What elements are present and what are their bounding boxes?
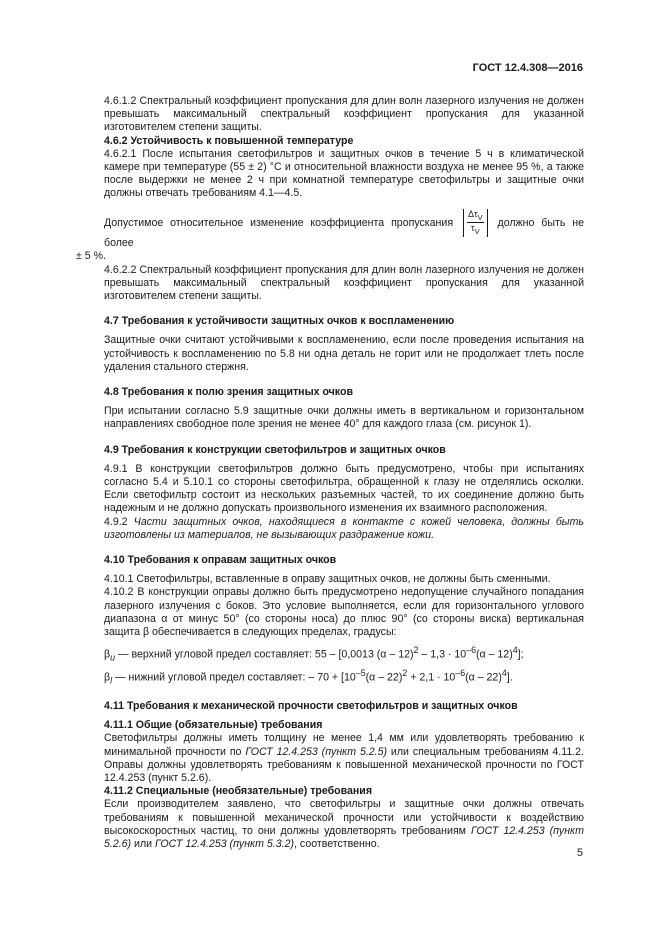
heading-4-8: 4.8 Требования к полю зрения защитных очков [104,386,353,399]
paragraph-text: 4.6.2.2 Спектральный коэффициент пропускания для длин волн лазерного излучения не должен превышать максимальный спектральный коэффициент пропускания для указанной изготовителем степени защиты. [104,263,584,303]
page-content [76,95,584,851]
upper-limit-formula [76,644,584,665]
heading-4-7: 4.7 Требования к устойчивости защитных очков к воспламенению [104,315,455,328]
beta-subscript: u [110,652,116,663]
paragraph-text: 4.10.2 В конструкции оправы должно быть предусмотрено недопущение случайного попадания лазерного излучения с боков. Это условие выполняется, если для горизонтального углового диапазона α от минус 50° (со стороны носа) до плюс 90° (со стороны виска) вертикальная защита β обеспечивается в следующих пределах, градусы: [104,586,584,639]
tolerance-paragraph [76,209,584,251]
paragraph-text: Защитные очки считают устойчивыми к воспламенению, если после проведения испытания на устойчивость к воспламенению по 5.8 ни одна деталь не горит или не продолжает тлеть после удаления стального стержня. [104,334,584,373]
formula-exponent: 4 [501,668,507,679]
paragraph-4-7 [76,334,584,374]
formula-text: + 2,1 · 10 [407,671,456,684]
paragraph-4-11-1 [76,732,584,785]
ratio-denominator: τ [471,223,475,234]
formula-text: ]; [517,648,524,661]
paragraph-4-8 [76,405,584,431]
tolerance-value: ± 5 %. [76,250,106,263]
ratio-numerator: Δτ [468,208,478,219]
paragraph-4-11-2 [76,798,584,851]
formula-text: ]. [506,671,513,684]
denominator-subscript: V [474,227,480,237]
paragraph-text: или [131,838,155,851]
standard-reference: ГОСТ 12.4.253 (пункт 5.3.2) [155,838,295,851]
paragraph-4-6-1-2 [76,95,584,135]
lower-limit-formula [76,667,584,688]
formula-exponent: –5 [355,668,366,679]
formula-text: (α – 12) [475,648,513,661]
formula-text: — верхний угловой предел составляет: 55 – [0,0013 (α – 12) [117,648,414,661]
paragraph-text: Светофильтры должны иметь толщину не менее 1,4 мм или удовлетворять требованию к минимальной прочности по [104,732,584,758]
heading-4-10: 4.10 Требования к оправам защитных очков [104,554,337,567]
paragraph-text: или специальным требованиям 4.11.2. Оправы должны удовлетворять требованиям к повышенной механической прочности по ГОСТ 12.4.253 (пункт 5.2.6). [104,745,584,784]
paragraph-text-italic: Части защитных очков, находящиеся в контакте с кожей человека, должны быть изготовлены из материалов, не вызывающих раздражение кожи. [104,515,584,541]
heading-4-11: 4.11 Требования к механической прочности светофильтров и защитных очков [104,699,518,712]
paragraph-4-10-1 [76,573,584,586]
paragraph-4-6-2-2 [76,264,584,304]
formula-text: (α – 22) [465,671,502,684]
paragraph-text: 4.9.1 В конструкции светофильтров должно быть предусмотрено, чтобы при испытаниях согласно 5.4 и 5.10.1 со стороны светофильтра, обращенной к глазу не отделялись осколки. Если светофильтр состоит из нескольких разъемных частей, то их соединение должно быть надежным и не должно допускать произвольного изменения их взаимного расположения. [104,462,584,515]
paragraph-4-6-2-1 [76,148,584,201]
clause-number: 4.9.2 [104,515,128,528]
standard-reference: ГОСТ 12.4.253 (пункт 5.2.6) [104,824,584,851]
paragraph-text: При испытании согласно 5.9 защитные очки должны иметь в вертикальном и горизонтальном направлениях свободное поле зрения не менее 40° для каждого глаза (см. рисунок 1). [104,405,584,431]
formula-text: — нижний угловой предел составляет: – 70 + [10 [115,671,356,684]
paragraph-text: 4.6.1.2 Спектральный коэффициент пропускания для длин волн лазерного излучения не должен превышать максимальный спектральный коэффициент пропускания для указанной изготовителем степени защиты. [104,95,584,134]
heading-4-11-1: 4.11.1 Общие (обязательные) требования [104,719,323,732]
paragraph-text: 4.6.2.1 После испытания светофильтров и защитных очков в течение 5 ч в климатической камере при температуре (55 ± 2) °С и относительной влажности воздуха не менее 95 %, а также после выдержки не менее 2 ч при комнатной температуре светофильтры и защитные очки должны отвечать требованиям 4.1—4.5. [104,147,584,200]
beta-symbol: β [104,648,111,661]
formula-exponent: –6 [455,668,466,679]
standard-reference: ГОСТ 12.4.253 (пункт 5.2.5) [245,745,388,758]
paragraph-text: Если производителем заявлено, что светофильтры и защитные очки должны отвечать требованиям к повышенной механической прочности или устойчивости к воздействию высокоскоростных частиц, то они должны удовлетворять требованиям [104,798,584,837]
paragraph-text: 4.10.1 Светофильтры, вставленные в оправу защитных очков, не должны быть сменными. [104,573,551,586]
beta-subscript: l [110,675,113,686]
tolerance-text-after: должно быть не более [104,216,584,250]
page-number: 5 [576,847,583,859]
formula-exponent: 2 [413,645,419,656]
paragraph-text: , соответственно. [294,838,380,851]
heading-4-11-2: 4.11.2 Специальные (необязательные) требования [104,785,372,798]
beta-symbol: β [104,671,111,684]
heading-4-6-2: 4.6.2 Устойчивость к повышенной температуре [104,134,354,147]
formula-text: (α – 22) [365,671,403,684]
formula-text: – 1,3 · 10 [418,648,467,661]
heading-4-9: 4.9 Требования к конструкции светофильтров и защитных очков [104,443,446,456]
transmission-ratio-formula [463,209,488,238]
formula-exponent: 2 [402,668,408,679]
formula-exponent: 4 [512,645,518,656]
paragraph-4-10-2 [76,586,584,639]
numerator-subscript: V [477,212,483,222]
document-header: ГОСТ 12.4.308—2016 [472,62,583,74]
paragraph-4-9-1 [76,463,584,516]
paragraph-4-9-2 [76,516,584,542]
tolerance-text: Допустимое относительное изменение коэффициента пропускания [104,216,454,229]
formula-exponent: –6 [466,645,476,656]
